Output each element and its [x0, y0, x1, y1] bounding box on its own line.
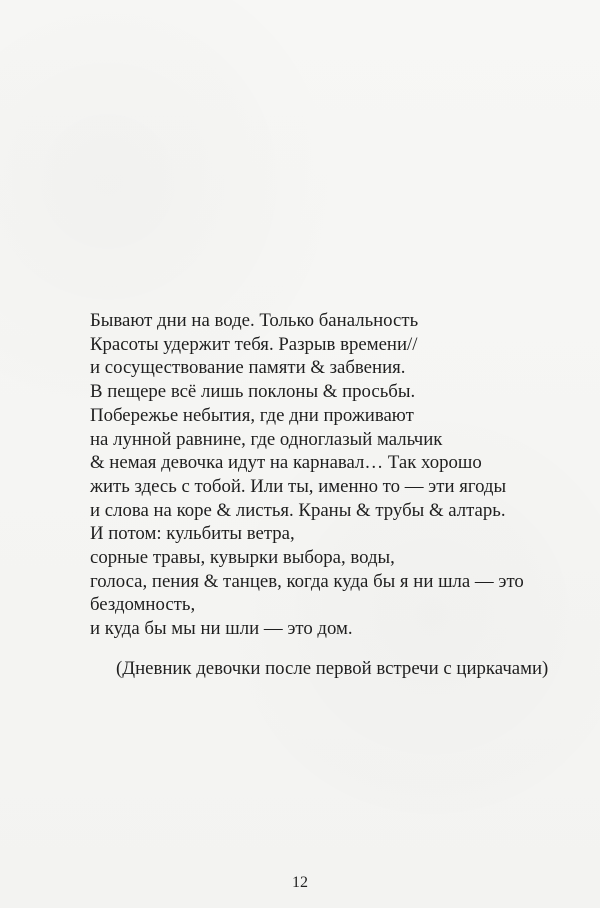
poem-line: и слова на коре & листья. Краны & трубы & алтарь.: [90, 499, 506, 521]
poem-line: и сосуществование памяти & забвения.: [90, 357, 406, 379]
poem-line: Бывают дни на воде. Только банальность: [90, 310, 419, 331]
poem-line: бездомность,: [90, 594, 196, 616]
poem-line: и куда бы мы ни шли — это дом.: [90, 618, 353, 640]
poem-line: & немая девочка идут на карнавал… Так хорошо: [90, 452, 482, 474]
page-number: 12: [292, 874, 308, 891]
poem-line: В пещере всё лишь поклоны & просьбы.: [90, 381, 416, 403]
poem-line: Побережье небытия, где дни проживают: [90, 404, 414, 426]
poem-line: на лунной равнине, где одноглазый мальчик: [90, 428, 443, 450]
poem-line: Красоты удержит тебя. Разрыв времени//: [90, 333, 418, 355]
poem-line: сорные травы, кувырки выбора, воды,: [90, 547, 395, 569]
poem-line: И потом: кульбиты ветра,: [90, 523, 295, 545]
poem-line: жить здесь с тобой. Или ты, именно то — эти ягоды: [90, 475, 507, 497]
diary-caption: (Дневник девочки после первой встречи с циркачами): [116, 658, 549, 679]
poem-line: голоса, пения & танцев, когда куда бы я ни шла — это: [90, 570, 524, 592]
poem-text: [90, 309, 560, 641]
